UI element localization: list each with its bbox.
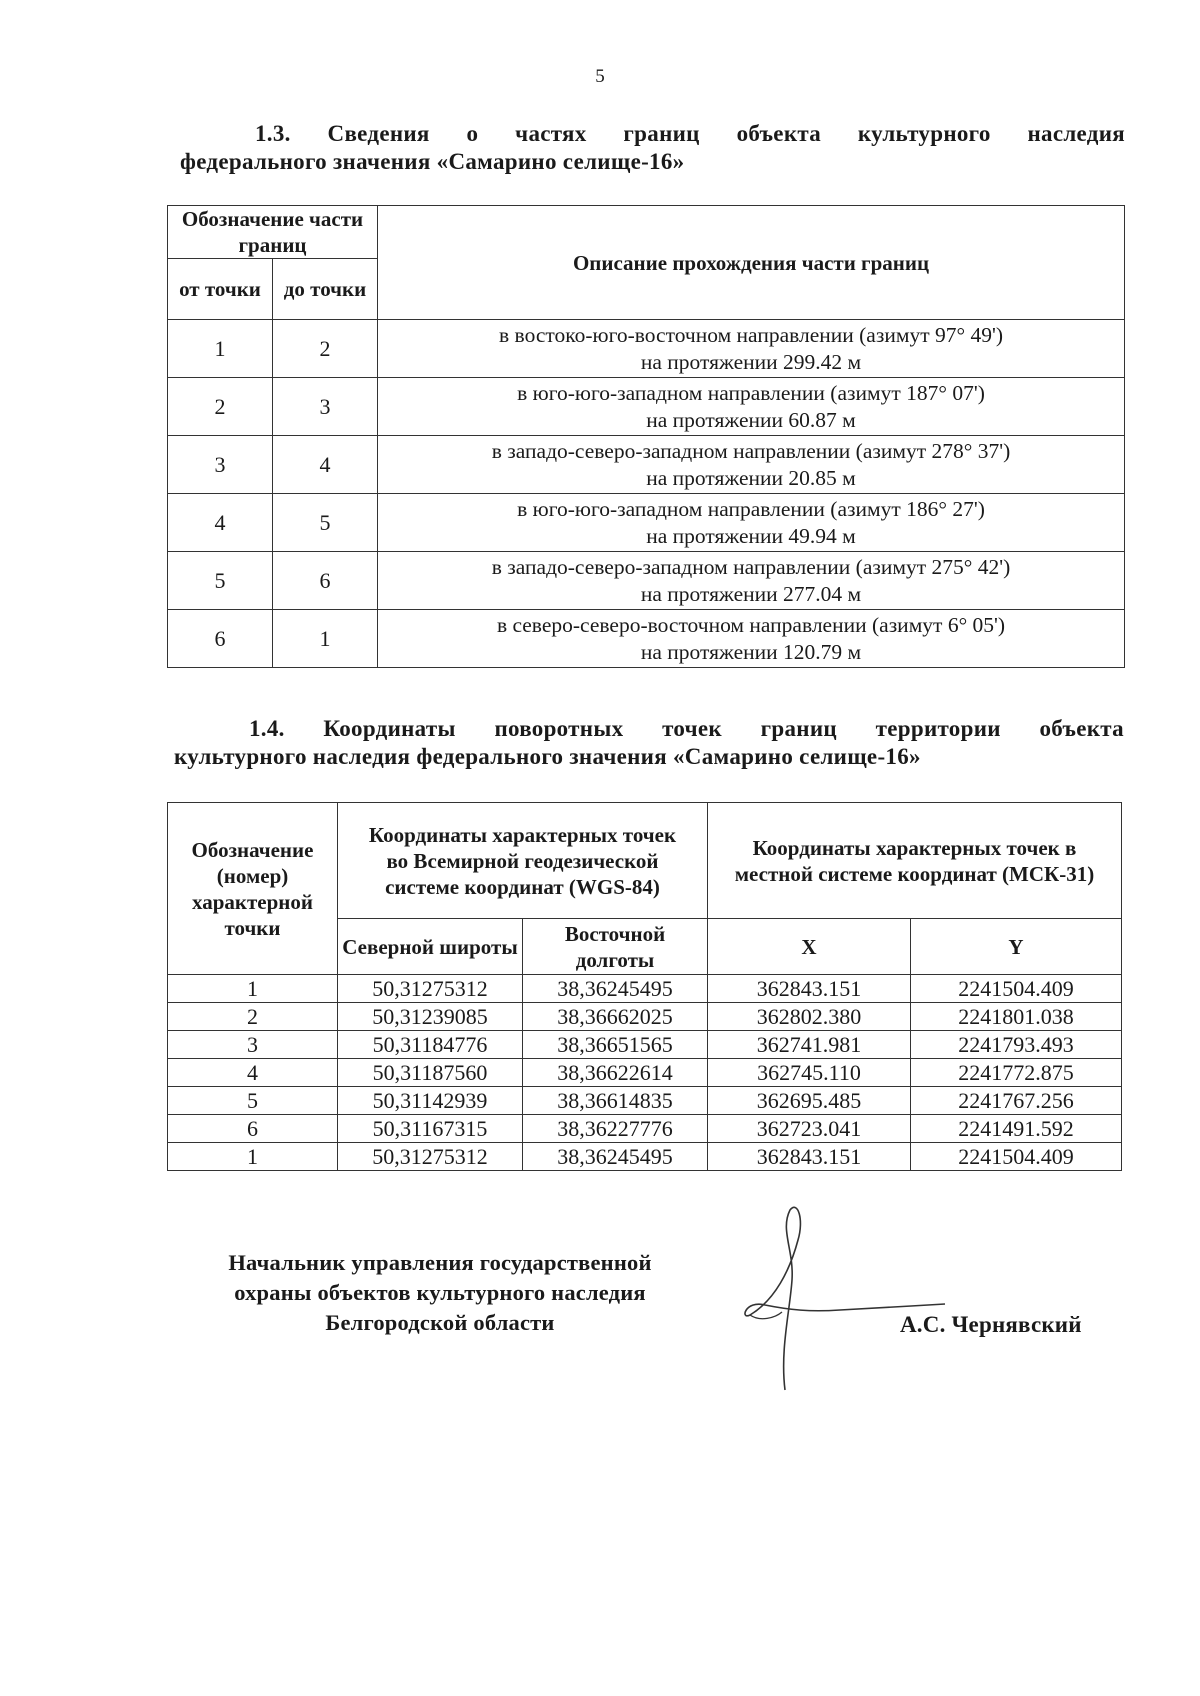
table-row <box>168 1143 1122 1171</box>
cell-north: 50,31275312 <box>338 1143 523 1171</box>
cell-point: 4 <box>168 1059 338 1087</box>
signer-position-line2: охраны объектов культурного наследия <box>234 1280 646 1305</box>
cell-x: 362802.380 <box>708 1003 911 1031</box>
section-14-heading-line2: культурного наследия федерального значения «Самарино селище-16» <box>174 744 921 769</box>
cell-east: 38,36245495 <box>523 1143 708 1171</box>
cell-east: 38,36245495 <box>523 975 708 1003</box>
cell-description <box>378 552 1125 610</box>
cell-x: 362843.151 <box>708 975 911 1003</box>
cell-direction: в северо-северо-восточном направлении (азимут 6° 05') <box>496 612 1006 637</box>
table-row <box>168 1003 1122 1031</box>
cell-north: 50,31275312 <box>338 975 523 1003</box>
cell-point: 3 <box>168 1031 338 1059</box>
table-row <box>168 1031 1122 1059</box>
table-row <box>168 1059 1122 1087</box>
boundary-segments-table <box>167 205 1125 668</box>
cell-description <box>378 494 1125 552</box>
cell-east: 38,36651565 <box>523 1031 708 1059</box>
header-from: от точки <box>168 259 273 320</box>
cell-y: 2241491.592 <box>911 1115 1122 1143</box>
section-14-heading-line1: 1.4. Координаты поворотных точек границ территории объекта <box>249 716 1124 741</box>
cell-from: 5 <box>168 552 273 610</box>
cell-direction: в западо-северо-западном направлении (азимут 278° 37') <box>491 438 1011 463</box>
cell-east: 38,36622614 <box>523 1059 708 1087</box>
cell-x: 362723.041 <box>708 1115 911 1143</box>
table-row <box>168 1115 1122 1143</box>
cell-north: 50,31239085 <box>338 1003 523 1031</box>
cell-y: 2241504.409 <box>911 975 1122 1003</box>
cell-north: 50,31167315 <box>338 1115 523 1143</box>
table-row <box>168 610 1125 668</box>
section-13-heading-line2: федерального значения «Самарино селище-16» <box>180 149 685 174</box>
header-point: Обозначение (номер) характерной точки <box>168 803 338 975</box>
cell-description <box>378 610 1125 668</box>
cell-to: 1 <box>273 610 378 668</box>
cell-length: на протяжении 277.04 м <box>640 581 862 606</box>
handwritten-signature <box>720 1200 950 1400</box>
table-row <box>168 436 1125 494</box>
cell-to: 4 <box>273 436 378 494</box>
cell-description <box>378 378 1125 436</box>
cell-direction: в юго-юго-западном направлении (азимут 186° 27') <box>517 496 985 521</box>
cell-to: 3 <box>273 378 378 436</box>
section-13-heading-line1: 1.3. Сведения о частях границ объекта культурного наследия <box>255 121 1125 146</box>
cell-y: 2241767.256 <box>911 1087 1122 1115</box>
table-row <box>168 320 1125 378</box>
header-wgs: Координаты характерных точек во Всемирной геодезической системе координат (WGS-84) <box>338 803 708 919</box>
table-row <box>168 552 1125 610</box>
cell-direction: в востоко-юго-восточном направлении (азимут 97° 49') <box>499 322 1003 347</box>
signer-name: А.С. Чернявский <box>900 1312 1082 1337</box>
cell-length: на протяжении 20.85 м <box>646 465 856 490</box>
cell-point: 5 <box>168 1087 338 1115</box>
cell-x: 362695.485 <box>708 1087 911 1115</box>
header-x: X <box>708 919 911 975</box>
cell-east: 38,36614835 <box>523 1087 708 1115</box>
signer-position-line3: Белгородской области <box>325 1310 555 1335</box>
cell-y: 2241772.875 <box>911 1059 1122 1087</box>
page-number: 5 <box>595 66 605 87</box>
table-row <box>168 975 1122 1003</box>
header-north: Северной широты <box>338 919 523 975</box>
cell-from: 3 <box>168 436 273 494</box>
table-row <box>168 494 1125 552</box>
cell-y: 2241504.409 <box>911 1143 1122 1171</box>
cell-to: 6 <box>273 552 378 610</box>
cell-point: 1 <box>168 1143 338 1171</box>
cell-length: на протяжении 120.79 м <box>640 639 862 664</box>
table-row <box>168 378 1125 436</box>
cell-description <box>378 320 1125 378</box>
cell-direction: в юго-юго-западном направлении (азимут 187° 07') <box>517 380 985 405</box>
header-designation: Обозначение части границ <box>168 206 378 259</box>
cell-y: 2241793.493 <box>911 1031 1122 1059</box>
cell-north: 50,31142939 <box>338 1087 523 1115</box>
cell-from: 1 <box>168 320 273 378</box>
cell-point: 2 <box>168 1003 338 1031</box>
cell-from: 2 <box>168 378 273 436</box>
cell-length: на протяжении 49.94 м <box>646 523 856 548</box>
cell-north: 50,31184776 <box>338 1031 523 1059</box>
cell-point: 1 <box>168 975 338 1003</box>
cell-x: 362741.981 <box>708 1031 911 1059</box>
cell-length: на протяжении 60.87 м <box>646 407 856 432</box>
header-y: Y <box>911 919 1122 975</box>
table-row <box>168 1087 1122 1115</box>
cell-from: 6 <box>168 610 273 668</box>
cell-description <box>378 436 1125 494</box>
cell-x: 362745.110 <box>708 1059 911 1087</box>
header-local: Координаты характерных точек в местной системе координат (МСК-31) <box>708 803 1122 919</box>
signer-position <box>190 1248 690 1338</box>
cell-to: 2 <box>273 320 378 378</box>
cell-point: 6 <box>168 1115 338 1143</box>
header-description: Описание прохождения части границ <box>378 206 1125 320</box>
cell-to: 5 <box>273 494 378 552</box>
cell-x: 362843.151 <box>708 1143 911 1171</box>
section-14-heading <box>174 715 1124 771</box>
cell-east: 38,36227776 <box>523 1115 708 1143</box>
header-east: Восточной долготы <box>523 919 708 975</box>
coordinates-table <box>167 802 1122 1171</box>
cell-from: 4 <box>168 494 273 552</box>
section-13-heading <box>180 120 1125 176</box>
cell-east: 38,36662025 <box>523 1003 708 1031</box>
cell-length: на протяжении 299.42 м <box>640 349 862 374</box>
cell-north: 50,31187560 <box>338 1059 523 1087</box>
cell-direction: в западо-северо-западном направлении (азимут 275° 42') <box>491 554 1011 579</box>
header-to: до точки <box>273 259 378 320</box>
signer-position-line1: Начальник управления государственной <box>228 1250 652 1275</box>
cell-y: 2241801.038 <box>911 1003 1122 1031</box>
